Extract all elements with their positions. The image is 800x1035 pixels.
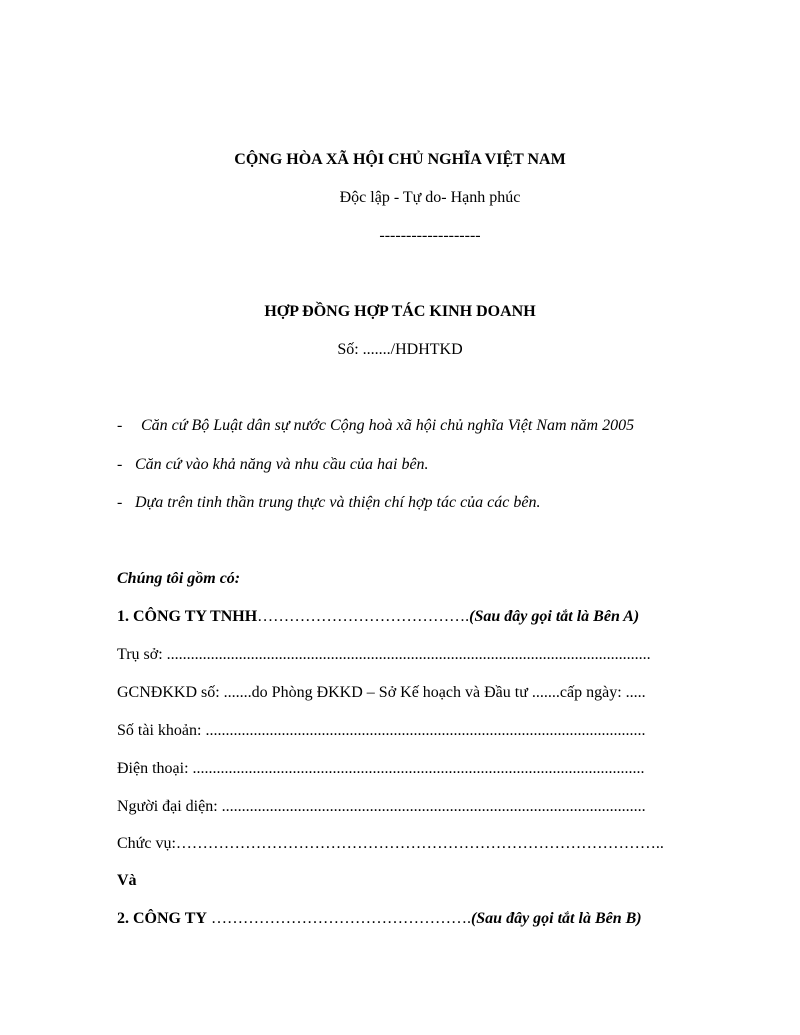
party-b-heading [117, 909, 642, 929]
party-a-representative: Người đại diện: .......................................................................................................... [117, 798, 646, 815]
basis-item [117, 455, 429, 475]
basis-text: Căn cứ Bộ Luật dân sự nước Cộng hoà xã hội chủ nghĩa Việt Nam năm 2005 [141, 417, 635, 434]
party-b-name: 2. CÔNG TY [117, 910, 207, 927]
party-a-account: Số tài khoản: .............................................................................................................. [117, 722, 646, 739]
party-a-phone: Điện thoại: ................................................................................................................. [117, 760, 645, 777]
party-a-position: Chức vụ:……………………………………………………………………………….. [117, 835, 664, 852]
country-heading: CỘNG HÒA XÃ HỘI CHỦ NGHĨA VIỆT NAM [234, 151, 566, 168]
basis-item [117, 416, 634, 436]
party-b-name-blank: …………………………………………. [210, 910, 471, 927]
motto: Độc lập - Tự do- Hạnh phúc [339, 189, 521, 206]
party-a-name-blank: …………………………………. [257, 608, 470, 625]
parties-intro: Chúng tôi gồm có: [117, 570, 241, 587]
basis-item [117, 493, 540, 513]
party-a-address: Trụ sở: ......................................................................................................................... [117, 646, 651, 663]
basis-dash: - [117, 494, 123, 511]
basis-text: Căn cứ vào khả năng và nhu cầu của hai bên. [135, 456, 429, 473]
basis-dash: - [117, 456, 123, 473]
party-a-name: 1. CÔNG TY TNHH [117, 608, 258, 625]
contract-number: Số: ......./HDHTKD [337, 341, 463, 358]
basis-text: Dựa trên tinh thần trung thực và thiện chí hợp tác của các bên. [135, 494, 541, 511]
header-separator: ------------------- [379, 227, 481, 244]
basis-dash: - [117, 417, 123, 434]
party-a-alias: (Sau đây gọi tắt là Bên A) [469, 608, 640, 625]
party-b-alias: (Sau đây gọi tắt là Bên B) [470, 910, 642, 927]
party-a-heading [117, 607, 639, 627]
party-a-license: GCNĐKKD số: .......do Phòng ĐKKD – Sở Kế hoạch và Đầu tư .......cấp ngày: ..... [117, 684, 646, 701]
conjunction: Và [117, 872, 137, 889]
contract-title: HỢP ĐỒNG HỢP TÁC KINH DOANH [264, 303, 536, 320]
